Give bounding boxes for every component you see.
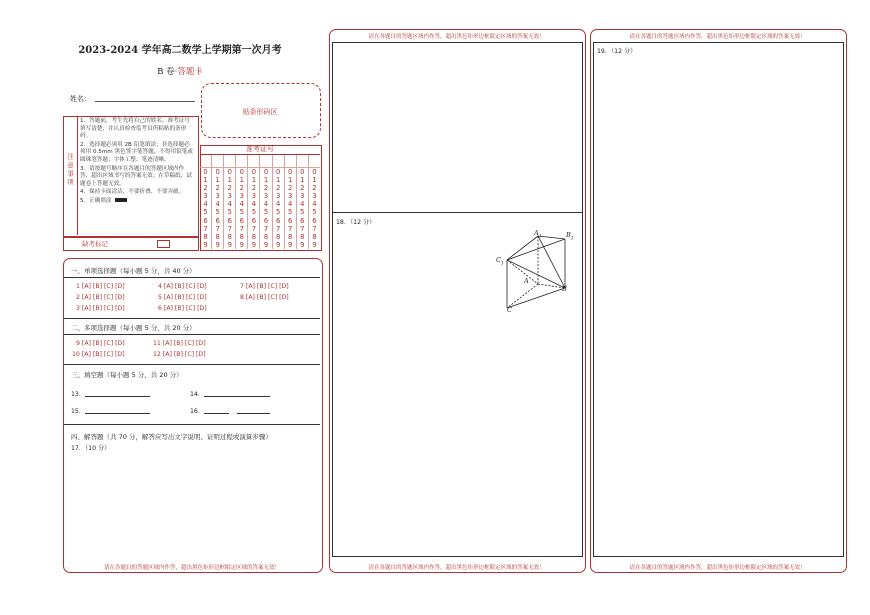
admission-digit-bubble[interactable]: 5 [203, 208, 208, 217]
admission-digit-bubble[interactable]: 9 [312, 240, 317, 249]
edge-c1-b [507, 260, 565, 288]
admission-digit-bubble[interactable]: 8 [275, 232, 281, 241]
section3-bottom [64, 424, 320, 425]
edge-c1-a1 [507, 236, 538, 260]
q16-answer-line-2[interactable] [237, 413, 270, 414]
admission-digit-column [309, 155, 320, 249]
admission-digit-bubble[interactable]: 0 [239, 168, 244, 176]
q19-label: 19．（12 分） [597, 48, 637, 55]
admission-digit-bubble[interactable]: 5 [227, 208, 232, 217]
label-c: C [507, 306, 512, 314]
mc-row[interactable]: 6 [A] [B] [C] [D] [158, 305, 207, 312]
admission-digit-bubble[interactable]: 4 [215, 200, 220, 209]
admission-digit-bubble[interactable]: 5 [275, 208, 281, 217]
admission-digit-bubble[interactable]: 4 [300, 200, 305, 209]
q16-answer-line-1[interactable] [204, 413, 229, 414]
absent-checkbox[interactable] [157, 240, 170, 248]
admission-digit-bubble[interactable]: 9 [288, 240, 293, 249]
label-a1-letter: A [534, 229, 539, 237]
exam-subtitle [40, 65, 320, 77]
admission-digit-bubble[interactable]: 4 [227, 200, 232, 209]
admission-digit-bubble[interactable]: 2 [300, 184, 305, 193]
admission-digit-write-cell[interactable] [236, 155, 247, 168]
admission-heading: 准考证号 [200, 145, 320, 155]
admission-digit-write-cell[interactable] [297, 155, 308, 168]
mc-row[interactable]: 5 [A] [B] [C] [D] [158, 294, 207, 301]
admission-digit-bubble[interactable]: 1 [227, 176, 232, 185]
admission-digit-bubble[interactable]: 3 [239, 192, 244, 201]
admission-digit-write-cell[interactable] [200, 155, 211, 168]
label-b1-sub: 1 [570, 236, 574, 242]
admission-digit-bubble[interactable]: 6 [227, 216, 232, 225]
admission-digit-bubble[interactable]: 0 [227, 168, 232, 176]
q18-label: 18．（12 分） [336, 219, 376, 226]
admission-digit-bubble[interactable]: 8 [312, 232, 317, 241]
admission-digit-bubble[interactable]: 4 [263, 200, 269, 209]
admission-digit-bubble[interactable]: 1 [300, 176, 305, 185]
admission-digit-bubble[interactable]: 5 [251, 208, 257, 217]
subtitle-suffix: 答题卡 [177, 67, 203, 77]
admission-digit-bubble[interactable]: 2 [215, 184, 220, 193]
mc-row[interactable]: 7 [A] [B] [C] [D] [240, 283, 289, 290]
admission-digit-column [212, 155, 224, 249]
admission-digit-bubble[interactable]: 5 [300, 208, 305, 217]
admission-digit-bubble[interactable]: 9 [263, 240, 269, 249]
mc-row[interactable]: 10 [A] [B] [C] [D] [72, 351, 125, 358]
q14-answer-line[interactable] [204, 396, 270, 397]
admission-digit-bubble[interactable]: 7 [288, 224, 293, 233]
label-b: B [562, 285, 567, 293]
admission-digit-bubble[interactable]: 4 [239, 200, 244, 209]
label-c1-letter: C [496, 256, 501, 264]
mc-row[interactable]: 2 [A] [B] [C] [D] [76, 294, 125, 301]
admission-digit-bubble[interactable]: 0 [251, 168, 257, 176]
admission-digit-write-cell[interactable] [260, 155, 271, 168]
admission-digit-bubble[interactable]: 3 [312, 192, 317, 201]
admission-digit-bubble[interactable]: 1 [215, 176, 220, 185]
admission-digit-bubble[interactable]: 6 [263, 216, 269, 225]
admission-digit-bubble[interactable]: 8 [215, 232, 220, 241]
label-c1 [496, 256, 504, 266]
edge-a1-b1 [538, 236, 565, 239]
q13-label: 13． [71, 391, 86, 398]
section1-bottom [64, 318, 320, 319]
admission-digit-bubble[interactable]: 9 [251, 240, 257, 249]
exam-title: 2023-2024 学年高二数学上学期第一次月考 [78, 45, 282, 56]
admission-digit-bubble[interactable]: 0 [203, 168, 208, 176]
admission-digit-column [273, 155, 285, 249]
admission-digit-bubble[interactable]: 7 [203, 224, 208, 233]
admission-digit-column [248, 155, 260, 249]
admission-digit-bubble[interactable]: 5 [312, 208, 317, 217]
section3-title: 三、填空题（每小题 5 分，共 20 分） [71, 371, 183, 379]
admission-digit-bubble[interactable]: 5 [239, 208, 244, 217]
admission-digit-column [297, 155, 309, 249]
admission-digit-bubble[interactable]: 0 [300, 168, 305, 176]
admission-digit-bubble[interactable]: 6 [215, 216, 220, 225]
admission-digit-write-cell[interactable] [224, 155, 235, 168]
admission-digit-column [236, 155, 248, 249]
label-b1 [566, 231, 574, 241]
answer-frame-col3[interactable] [593, 42, 844, 557]
admission-digit-bubble[interactable]: 7 [312, 224, 317, 233]
admission-digit-bubble[interactable]: 3 [275, 192, 281, 201]
notice-item: 1．答题前，考生先将自己的姓名、准考证号填写清楚，并认真检查监考员所粘贴的条形码。 [80, 118, 190, 140]
admission-digit-bubble[interactable]: 9 [275, 240, 281, 249]
admission-digit-bubble[interactable]: 4 [288, 200, 293, 209]
name-label: 姓名： [70, 95, 91, 103]
subtitle-prefix: B 卷· [157, 67, 178, 77]
admission-digit-bubble[interactable]: 6 [312, 216, 317, 225]
warning-bottom-col2: 请在各题目的答题区域内作答，超出黑色矩形边框限定区域的答案无效！ [368, 565, 545, 571]
edge-c1-b1 [507, 239, 565, 260]
edge-a-c-hidden [507, 284, 538, 308]
filled-mark-example [115, 198, 127, 202]
admission-digit-bubble[interactable]: 0 [215, 168, 220, 176]
admission-digit-bubble[interactable]: 2 [227, 184, 232, 193]
warning-top-col2: 请在各题目的答题区域内作答，超出黑色矩形边框限定区域的答案无效！ [368, 34, 545, 40]
q15-label: 15． [71, 408, 86, 415]
admission-digit-bubble[interactable]: 8 [300, 232, 305, 241]
admission-digit-bubble[interactable]: 8 [251, 232, 257, 241]
mc-row[interactable]: 11 [A] [B] [C] [D] [153, 340, 206, 347]
admission-digit-bubble[interactable]: 5 [215, 208, 220, 217]
admission-digit-bubble[interactable]: 2 [288, 184, 293, 193]
admission-digit-bubble[interactable]: 2 [251, 184, 257, 193]
section2-divider [64, 334, 320, 335]
label-a: A [524, 277, 529, 285]
admission-digit-bubble[interactable]: 6 [251, 216, 257, 225]
section1-divider [64, 277, 320, 278]
mc-row[interactable]: 8 [A] [B] [C] [D] [240, 294, 289, 301]
warning-bottom-col3: 请在各题目的答题区域内作答，超出黑色矩形边框限定区域的答案无效！ [629, 565, 806, 571]
admission-digit-bubble[interactable]: 7 [239, 224, 244, 233]
example-label: 5．正确填涂 [80, 197, 112, 204]
edge-c-b [507, 288, 565, 308]
admission-digit-bubble[interactable]: 9 [215, 240, 220, 249]
q17-label: 17．（10 分） [71, 445, 111, 452]
admission-digit-column [200, 155, 212, 249]
admission-digit-column [224, 155, 236, 249]
admission-digit-bubble[interactable]: 7 [227, 224, 232, 233]
mc-row[interactable]: 4 [A] [B] [C] [D] [158, 283, 207, 290]
label-b1-letter: B [566, 231, 571, 239]
admission-columns [200, 155, 320, 249]
admission-digit-column [285, 155, 297, 249]
absent-label: 缺考标记 [82, 240, 108, 248]
admission-digit-bubble[interactable]: 8 [288, 232, 293, 241]
label-a1 [534, 229, 542, 239]
q14-label: 14． [190, 391, 205, 398]
admission-digit-bubble[interactable]: 1 [203, 176, 208, 185]
admission-digit-bubble[interactable]: 7 [300, 224, 305, 233]
admission-digit-bubble[interactable]: 3 [215, 192, 220, 201]
notice-example [80, 198, 195, 206]
admission-digit-bubble[interactable]: 8 [239, 232, 244, 241]
admission-digit-bubble[interactable]: 1 [239, 176, 244, 185]
section2-title: 二、多项选择题（每小题 5 分，共 20 分） [71, 324, 196, 332]
admission-digit-bubble[interactable]: 3 [203, 192, 208, 201]
warning-bottom-col1: 请在各题目的答题区域内作答，超出黑色矩形边框限定区域的答案无效！ [103, 565, 280, 571]
admission-digit-write-cell[interactable] [309, 155, 320, 168]
notice-item: 2．选择题必须用 2B 铅笔填涂；非选择题必须用 0.5mm 黑色签字笔答题，不得用铅笔或圆珠笔答题；字体工整、笔迹清晰。 [80, 141, 193, 163]
admission-digit-bubble[interactable]: 9 [239, 240, 244, 249]
admission-digit-bubble[interactable]: 0 [288, 168, 293, 176]
mc-row[interactable]: 9 [A] [B] [C] [D] [76, 340, 125, 347]
admission-digit-bubble[interactable]: 4 [251, 200, 257, 209]
admission-digit-bubble[interactable]: 4 [203, 200, 208, 209]
admission-digit-bubble[interactable]: 8 [203, 232, 208, 241]
admission-digit-bubble[interactable]: 1 [251, 176, 257, 185]
mc-row[interactable]: 12 [A] [B] [C] [D] [153, 351, 206, 358]
admission-digit-bubble[interactable]: 8 [227, 232, 232, 241]
section2-bottom [64, 364, 320, 365]
notice-item: 3．请按题号顺序在各题目的答题区域内作答，超出区域书写的答案无效；在草稿纸、试题卷上答题无效。 [80, 165, 192, 187]
admission-digit-column [260, 155, 272, 249]
q16-label: 16． [190, 408, 205, 415]
section1-title: 一、单项选择题（每小题 5 分，共 40 分） [71, 267, 196, 275]
admission-digit-bubble[interactable]: 1 [263, 176, 269, 185]
q17-q18-divider [332, 212, 582, 213]
notice-item: 4．保持卡面清洁，不要折叠、不要弄破。 [80, 189, 185, 196]
admission-digit-bubble[interactable]: 6 [203, 216, 208, 225]
q13-answer-line[interactable] [85, 396, 150, 397]
edge-c1-a-hidden [507, 260, 538, 284]
admission-digit-bubble[interactable]: 6 [275, 216, 281, 225]
notice-heading: 注意事项 [66, 153, 74, 187]
admission-digit-bubble[interactable]: 7 [215, 224, 220, 233]
admission-digit-write-cell[interactable] [248, 155, 259, 168]
notice-text [80, 118, 195, 207]
admission-digit-bubble[interactable]: 2 [312, 184, 317, 193]
admission-digit-bubble[interactable]: 1 [275, 176, 281, 185]
admission-digit-bubble[interactable]: 4 [275, 200, 281, 209]
admission-digit-bubble[interactable]: 3 [263, 192, 269, 201]
admission-digit-bubble[interactable]: 6 [288, 216, 293, 225]
admission-digit-write-cell[interactable] [273, 155, 284, 168]
admission-digit-bubble[interactable]: 5 [288, 208, 293, 217]
admission-digit-bubble[interactable]: 7 [263, 224, 269, 233]
admission-digit-bubble[interactable]: 6 [300, 216, 305, 225]
admission-digit-bubble[interactable]: 9 [227, 240, 232, 249]
admission-digit-bubble[interactable]: 9 [300, 240, 305, 249]
mc-row[interactable]: 1 [A] [B] [C] [D] [76, 283, 125, 290]
admission-digit-bubble[interactable]: 0 [312, 168, 317, 176]
admission-digit-bubble[interactable]: 4 [312, 200, 317, 209]
admission-digit-bubble[interactable]: 3 [251, 192, 257, 201]
admission-digit-bubble[interactable]: 1 [312, 176, 317, 185]
name-field[interactable] [95, 101, 195, 102]
admission-digit-bubble[interactable]: 2 [239, 184, 244, 193]
admission-digit-bubble[interactable]: 0 [263, 168, 269, 176]
q15-answer-line[interactable] [85, 413, 150, 414]
admission-digit-bubble[interactable]: 2 [275, 184, 281, 193]
admission-digit-bubble[interactable]: 1 [288, 176, 293, 185]
admission-digit-bubble[interactable]: 3 [227, 192, 232, 201]
admission-digit-bubble[interactable]: 9 [203, 240, 208, 249]
warning-top-col3: 请在各题目的答题区域内作答，超出黑色矩形边框限定区域的答案无效！ [629, 34, 806, 40]
admission-digit-bubble[interactable]: 8 [263, 232, 269, 241]
mc-row[interactable]: 3 [A] [B] [C] [D] [76, 305, 125, 312]
admission-digit-write-cell[interactable] [285, 155, 296, 168]
admission-digit-bubble[interactable]: 0 [275, 168, 281, 176]
admission-digit-bubble[interactable]: 3 [288, 192, 293, 201]
admission-digit-write-cell[interactable] [212, 155, 223, 168]
admission-digit-bubble[interactable]: 7 [251, 224, 257, 233]
admission-digit-bubble[interactable]: 5 [263, 208, 269, 217]
label-c1-sub: 1 [500, 261, 504, 267]
admission-digit-bubble[interactable]: 2 [203, 184, 208, 193]
admission-digit-bubble[interactable]: 6 [239, 216, 244, 225]
admission-digit-bubble[interactable]: 2 [263, 184, 269, 193]
admission-digit-bubble[interactable]: 3 [300, 192, 305, 201]
label-a1-sub: 1 [538, 234, 542, 240]
admission-digit-bubble[interactable]: 7 [275, 224, 281, 233]
barcode-label: 贴条形码区 [242, 108, 278, 116]
section4-title: 四、解答题（共 70 分，解答应写出文字说明、证明过程或演算步骤） [71, 433, 272, 441]
